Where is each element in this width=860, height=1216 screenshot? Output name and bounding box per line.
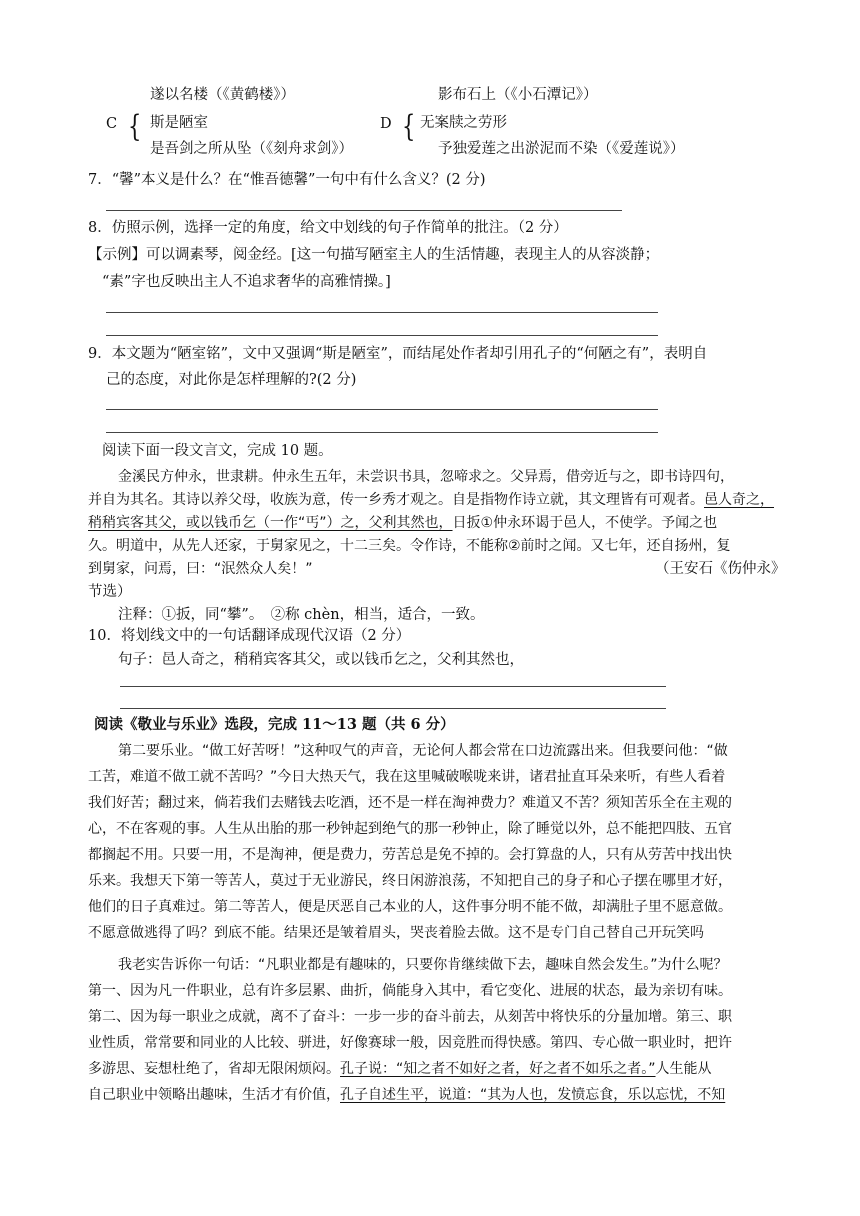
passage-text: 人生能从 xyxy=(655,1061,712,1077)
brace-icon: { xyxy=(128,109,142,144)
question-7: 7．“馨”本义是什么？在“惟吾德馨”一句中有什么含义？(2 分) xyxy=(88,172,486,188)
passage-line: 第二要乐业。“做工好苦呀！”这种叹气的声音，无论何人都会常在口边流露出来。但我要问他：“做 xyxy=(118,743,728,759)
option-d-line-2: 予独爱莲之出淤泥而不染（《爱莲说》） xyxy=(438,141,685,157)
passage-line: 工苦，难道不做工就不苦吗？”今日大热天气，我在这里喊破喉咙来讲，诸君扯直耳朵来听，有些人看着 xyxy=(88,769,726,785)
passage-line xyxy=(88,490,774,510)
passage-line: 都搁起不用。只要一用，不是淘神，便是费力，劳苦总是免不掉的。会打算盘的人，只有从劳苦中找出快 xyxy=(88,847,732,863)
underlined-sentence: 邑人奇之， xyxy=(704,492,774,508)
passage-text: 多游思、妄想杜绝了，省却无限闲烦闷。 xyxy=(88,1061,340,1077)
passage-line: 久。明道中，从先人还家，于舅家见之，十二三矣。令作诗，不能称②前时之闻。又七年，还自扬州，复 xyxy=(88,538,731,554)
option-b-text-2: 影布石上（《小石潭记》） xyxy=(438,87,598,103)
q8-example-1: 【示例】可以调素琴，阅金经。[这一句描写陋室主人的生活情趣，表现主人的从容淡静； xyxy=(88,247,660,263)
passage-line: 业性质，常常要和同业的人比较、骈进，好像赛球一般，因竞胜而得快感。第四、专心做一职业时，把许 xyxy=(88,1035,732,1051)
passage-text: 日扳①仲永环谒于邑人，不使学。予闻之也 xyxy=(452,515,718,531)
option-c-line-1: 斯是陋室 xyxy=(150,115,208,131)
passage-line: 第一、因为凡一件职业，总有许多层累、曲折，倘能身入其中，看它变化、进展的状态，最为亲切有味。 xyxy=(88,983,732,999)
answer-line[interactable] xyxy=(106,312,658,313)
question-10: 10．将划线文中的一句话翻译成现代汉语（2 分） xyxy=(88,628,411,644)
passage-source-2: 节选） xyxy=(88,584,132,600)
brace-icon: { xyxy=(402,109,416,144)
passage-line: 金溪民方仲永，世隶耕。仲永生五年，未尝识书具，忽啼求之。父异焉，借旁近与之，即书诗四句， xyxy=(118,469,734,485)
underlined-sentence: 孔子自述生平，说道：“其为人也，发愤忘食，乐以忘忧，不知 xyxy=(340,1087,726,1103)
passage-line: 第二、因为每一职业之成就，离不了奋斗：一步一步的奋斗前去，从刻苦中将快乐的分量加增。第三、职 xyxy=(88,1009,732,1025)
q8-example-2: “素”字也反映出主人不追求奢华的高雅情操。] xyxy=(102,274,391,290)
answer-line[interactable] xyxy=(120,686,666,687)
passage-line: 不愿意做逃得了吗？到底不能。结果还是皱着眉头，哭丧着脸去做。这不是专门自己替自己开玩笑吗 xyxy=(88,925,704,941)
passage-line: 我老实告诉你一句话：“凡职业都是有趣味的，只要你肯继续做下去，趣味自然会发生。”为什么呢？ xyxy=(118,957,728,973)
passage-text: 并自为其名。其诗以养父母，收族为意，传一乡秀才观之。自是指物作诗立就，其文理皆有可观者。 xyxy=(88,492,704,508)
passage-line xyxy=(88,1059,712,1079)
passage-line: 乐来。我想天下第一等苦人，莫过于无业游民，终日闲游浪荡，不知把自己的身子和心子摆在哪里才好， xyxy=(88,873,732,889)
option-c-line-2: 是吾剑之所从坠（《刻舟求剑》） xyxy=(150,141,353,157)
question-9-line-1: 9．本文题为“陋室铭”，文中又强调“斯是陋室”，而结尾处作者却引用孔子的“何陋之有”，表明自 xyxy=(88,346,708,362)
underlined-sentence: 孔子说：“知之者不如好之者，好之者不如乐之者。” xyxy=(340,1061,656,1077)
underlined-sentence: 稍稍宾客其父，或以钱币乞（一作“丐”）之，父利其然也， xyxy=(88,515,453,531)
passage-line: 他们的日子真难过。第二等苦人，便是厌恶自己本业的人，这件事分明不能不做，却满肚子里不愿意做。 xyxy=(88,899,732,915)
option-c-label: C xyxy=(106,116,118,132)
answer-line[interactable] xyxy=(120,708,666,709)
reading-11-title: 阅读《敬业与乐业》选段，完成 11～13 题（共 6 分） xyxy=(94,716,455,733)
option-b-text-1: 遂以名楼（《黄鹤楼》） xyxy=(150,87,295,103)
answer-line[interactable] xyxy=(106,210,622,211)
passage-notes: 注释：①扳，同“攀”。 ②称 chèn，相当，适合，一致。 xyxy=(118,607,485,623)
answer-line[interactable] xyxy=(106,409,658,410)
question-9-line-2: 己的态度，对此你是怎样理解的?(2 分) xyxy=(106,372,357,388)
passage-line: 我们好苦；翻过来，倘若我们去赌钱去吃酒，还不是一样在淘神费力？难道又不苦？须知苦乐全在主观的 xyxy=(88,795,732,811)
answer-line[interactable] xyxy=(106,335,658,336)
answer-line[interactable] xyxy=(106,432,658,433)
passage-line: 到舅家，问焉，曰：“泯然众人矣！” xyxy=(88,561,313,577)
passage-line xyxy=(88,1085,725,1105)
passage-line: 心，不在客观的事。人生从出胎的那一秒钟起到绝气的那一秒钟止，除了睡觉以外，总不能把四肢、五官 xyxy=(88,821,732,837)
passage-source: （王安石《伤仲永》 xyxy=(655,561,786,577)
passage-line xyxy=(88,513,717,533)
question-10-sentence: 句子：邑人奇之，稍稍宾客其父，或以钱币乞之，父利其然也， xyxy=(118,652,524,668)
option-d-label: D xyxy=(380,116,392,132)
reading-10-intro: 阅读下面一段文言文，完成 10 题。 xyxy=(102,443,333,459)
passage-text: 自己职业中领略出趣味，生活才有价值， xyxy=(88,1087,340,1103)
option-d-line-1: 无案牍之劳形 xyxy=(420,115,507,131)
question-8: 8．仿照示例，选择一定的角度，给文中划线的句子作简单的批注。（2 分） xyxy=(88,220,568,236)
